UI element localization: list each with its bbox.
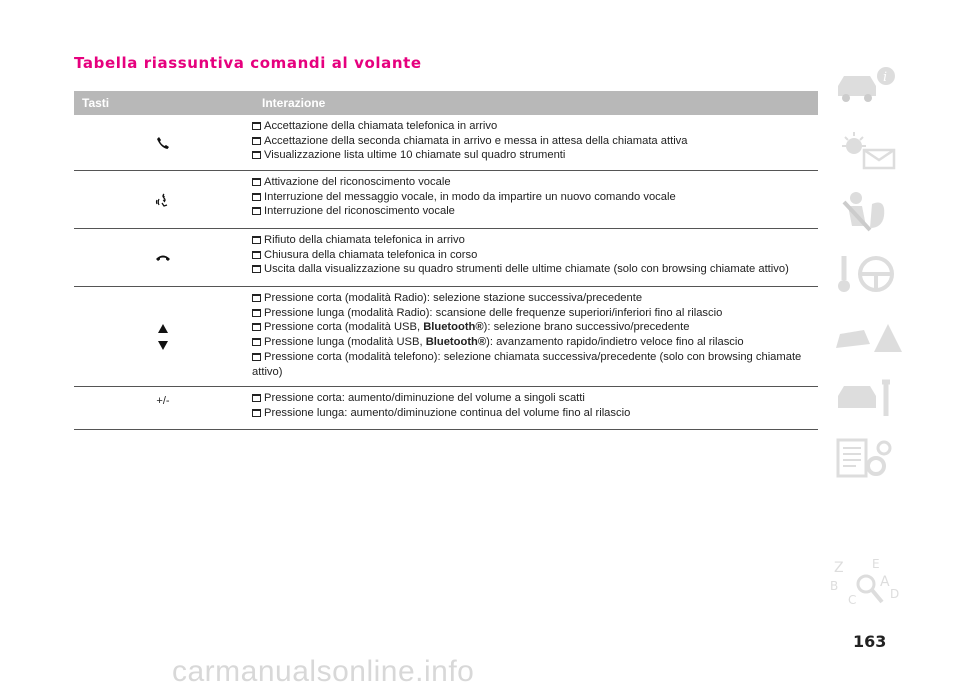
svg-text:B: B (830, 579, 839, 593)
key-cell (74, 171, 252, 228)
arrows-icon (157, 322, 169, 352)
tab-technical-data[interactable] (826, 432, 928, 486)
bullet-icon (252, 178, 261, 186)
svg-text:A: A (880, 574, 890, 590)
bullet-icon (252, 207, 261, 215)
item-text: Chiusura della chiamata telefonica in corso (264, 248, 478, 261)
bullet-icon (252, 338, 261, 346)
car-info-icon (826, 60, 928, 114)
item-text: Pressione lunga (modalità Radio): scansione delle frequenze superiori/inferiori fino al rilascio (264, 306, 723, 319)
page-title: Tabella riassuntiva comandi al volante (74, 54, 422, 72)
maintenance-icon (826, 370, 928, 424)
bullet-icon (252, 265, 261, 273)
list-item (252, 291, 818, 306)
volume-key: +/- (156, 395, 170, 407)
list-item (252, 148, 818, 163)
list-item (252, 391, 818, 406)
list-item (252, 204, 818, 219)
index-icon (826, 556, 928, 610)
item-text: Pressione corta (modalità Radio): selezione stazione successiva/precedente (264, 292, 643, 304)
bullet-icon (252, 309, 261, 317)
header-keys: Tasti (82, 96, 110, 110)
table-row (74, 229, 818, 287)
table-row (74, 171, 818, 229)
list-item (252, 306, 818, 321)
table-header (74, 91, 818, 115)
item-text: Pressione lunga (modalità USB, (264, 336, 426, 349)
item-text: Interruzione del messaggio vocale, in modo da impartire un nuovo comando vocale (264, 190, 676, 203)
warning-lights-icon (826, 122, 928, 176)
header-interaction: Interazione (262, 96, 326, 110)
tab-emergency[interactable] (826, 308, 928, 362)
svg-text:C: C (848, 593, 857, 607)
tab-starting-driving[interactable] (826, 246, 928, 300)
item-text: Pressione lunga: aumento/diminuzione continua del volume fino al rilascio (264, 406, 631, 419)
bullet-icon (252, 137, 261, 145)
commands-table (74, 91, 818, 430)
item-text: Visualizzazione lista ultime 10 chiamate sul quadro strumenti (264, 149, 566, 162)
key-cell (74, 387, 252, 429)
item-text: Pressione corta: aumento/diminuzione del volume a singoli scatti (264, 392, 585, 404)
bullet-icon (252, 236, 261, 244)
tab-car-info[interactable] (826, 60, 928, 114)
bullet-icon (252, 122, 261, 130)
svg-text:Z: Z (834, 560, 844, 576)
item-text: Accettazione della seconda chiamata in arrivo e messa in attesa della chiamata attiva (264, 134, 688, 147)
bullet-icon (252, 251, 261, 259)
hangup-icon (155, 253, 171, 263)
voice-icon (155, 193, 171, 207)
svg-text:D: D (890, 587, 900, 601)
list-item (252, 406, 818, 421)
bluetooth-label: Bluetooth® (425, 336, 487, 349)
bullet-icon (252, 323, 261, 331)
item-text: Attivazione del riconoscimento vocale (264, 176, 451, 188)
list-item (252, 233, 818, 248)
tab-warning-lights[interactable] (826, 122, 928, 176)
item-text: Uscita dalla visualizzazione su quadro strumenti delle ultime chiamate (solo con browsing chiamate attivo) (264, 263, 789, 276)
item-text: Pressione corta (modalità USB, (264, 321, 424, 334)
tab-safety[interactable] (826, 184, 928, 238)
item-text: Accettazione della chiamata telefonica in arrivo (264, 120, 498, 132)
list-item (252, 248, 818, 263)
svg-text:i: i (883, 70, 888, 85)
table-row (74, 287, 818, 387)
item-text: Rifiuto della chiamata telefonica in arrivo (264, 234, 465, 246)
key-cell (74, 229, 252, 286)
key-cell (74, 115, 252, 170)
list-item (252, 320, 818, 335)
svg-text:E: E (872, 557, 880, 571)
item-text: Pressione corta (modalità telefono): selezione chiamata successiva/precedente (solo con browsing chiamate attivo) (252, 350, 802, 378)
emergency-icon (826, 308, 928, 362)
safety-icon (826, 184, 928, 238)
tab-maintenance[interactable] (826, 370, 928, 424)
bullet-icon (252, 394, 261, 402)
bullet-icon (252, 193, 261, 201)
page-number: 163 (853, 632, 887, 651)
list-item (252, 262, 818, 277)
bullet-icon (252, 294, 261, 302)
item-text: ): avanzamento rapido/indietro veloce fino al rilascio (486, 336, 744, 349)
list-item (252, 134, 818, 149)
key-cell (74, 287, 252, 386)
technical-data-icon (826, 432, 928, 486)
list-item (252, 190, 818, 205)
phone-icon (156, 136, 170, 150)
table-row (74, 115, 818, 171)
list-item (252, 350, 812, 379)
bluetooth-label: Bluetooth® (423, 321, 484, 334)
list-item (252, 175, 818, 190)
multimedia-icon (826, 494, 928, 548)
starting-driving-icon (826, 246, 928, 300)
list-item (252, 335, 818, 350)
bullet-icon (252, 409, 261, 417)
table-row (74, 387, 818, 430)
bullet-icon (252, 151, 261, 159)
item-text: Interruzione del riconoscimento vocale (264, 205, 455, 218)
tab-multimedia[interactable] (826, 494, 928, 548)
bullet-icon (252, 353, 261, 361)
watermark: carmanualsonline.info (172, 655, 475, 688)
list-item (252, 119, 818, 134)
tab-index[interactable] (826, 556, 928, 610)
item-text: ): selezione brano successivo/precedente (483, 321, 690, 334)
